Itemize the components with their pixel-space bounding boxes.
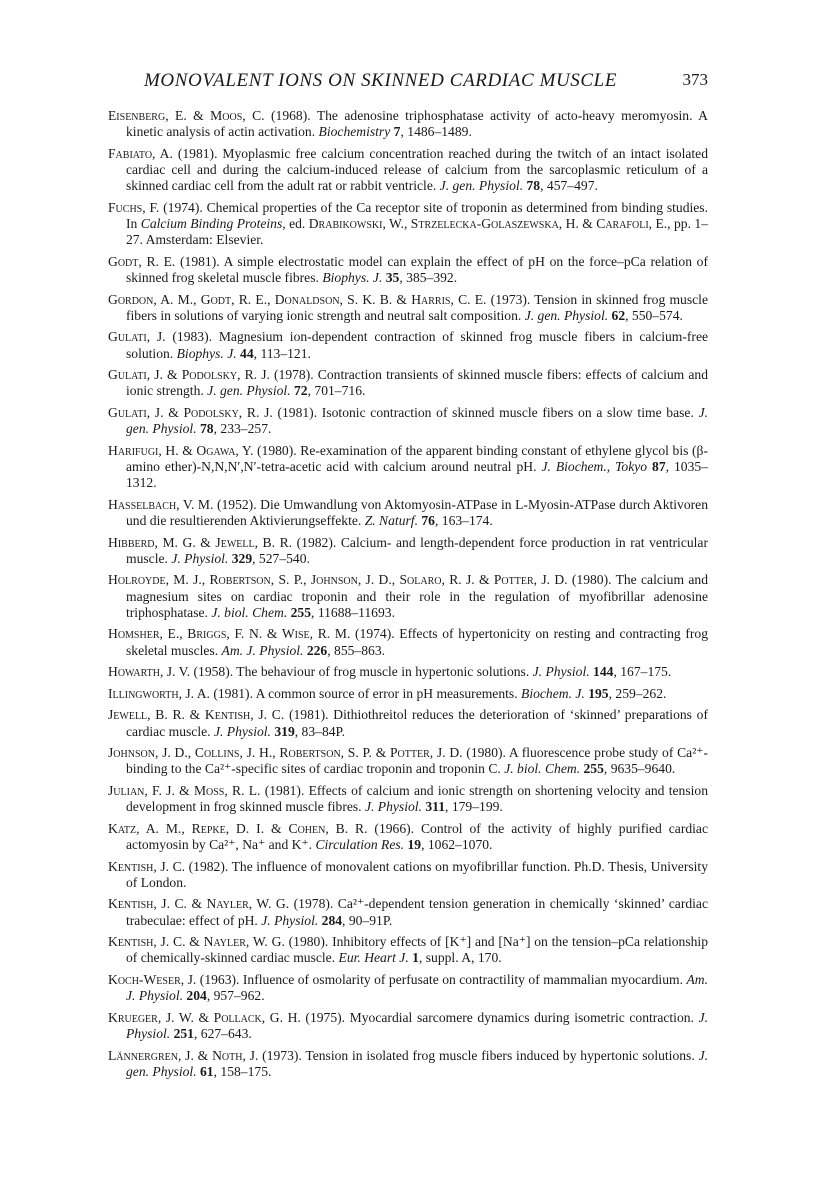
reference-authors: Drabikowski, W., Strzelecka-Golaszewska, H. & Carafoli, E. <box>308 216 668 231</box>
reference-entry <box>108 292 708 324</box>
reference-text: (1982). Calcium- and length-dependent force production in rat ventricular muscle. <box>126 534 708 566</box>
reference-authors: Lännergren, J. & Noth, J. <box>108 1047 259 1063</box>
reference-authors: Eisenberg, E. & Moos, C. <box>108 108 265 123</box>
reference-journal: Eur. Heart J. <box>338 950 409 966</box>
reference-text: (1981). Dithiothreitol reduces the deterioration of ‘skinned’ preparations of cardiac muscle. <box>126 707 708 739</box>
reference-authors: Kentish, J. C. <box>108 858 186 874</box>
reference-entry <box>108 972 708 1004</box>
reference-text: , 259–262. <box>608 685 667 701</box>
reference-text: , 855–863. <box>327 642 386 658</box>
reference-journal: J. Biochem., Tokyo <box>541 458 648 474</box>
reference-text: , 1062–1070. <box>421 836 493 852</box>
reference-authors: Godt, R. E. <box>108 253 176 269</box>
reference-text: , 627–643. <box>193 1025 252 1041</box>
reference-text: (1966). Control of the activity of highly purified cardiac actomyosin by Ca²⁺, Na⁺ and K⁺. <box>126 820 708 852</box>
reference-entry <box>108 200 708 249</box>
reference-text: , 1035–1312. <box>126 458 708 491</box>
reference-authors: Katz, A. M., Repke, D. I. & Cohen, B. R. <box>108 820 368 836</box>
reference-authors: Gulati, J. <box>108 329 166 345</box>
reference-entry <box>108 1048 708 1080</box>
running-header <box>108 70 708 96</box>
reference-text: (1982). The influence of monovalent cations on myofibrillar function. Ph.D. Thesis, University of London. <box>126 858 708 890</box>
reference-authors: Homsher, E., Briggs, F. N. & Wise, R. M. <box>108 626 351 642</box>
page-number: 373 <box>682 70 708 89</box>
reference-authors: Howarth, J. V. <box>108 664 191 680</box>
reference-entry <box>108 896 708 928</box>
reference-text: , 179–199. <box>445 799 503 815</box>
reference-entry <box>108 108 708 140</box>
reference-journal: J. biol. Chem. <box>504 761 581 777</box>
reference-journal: Biophys. J. <box>176 345 237 361</box>
reference-volume: 76 <box>417 512 435 528</box>
reference-text: (1980). The calcium and magnesium sites on cardiac troponin and their role in the regulation of myofibrillar adenosine triphosphatase. <box>126 572 708 620</box>
reference-authors: Fuchs, F. <box>108 199 160 215</box>
reference-text: , 233–257. <box>213 421 272 437</box>
reference-authors: Fabiato, A. <box>108 145 173 161</box>
reference-entry <box>108 535 708 567</box>
reference-authors: Johnson, J. D., Collins, J. H., Robertson, S. P. & Potter, J. D. <box>108 745 463 761</box>
reference-text: , 11688–11693. <box>311 604 395 620</box>
reference-text: , 9635–9640. <box>603 761 676 777</box>
reference-journal: J. Physiol. <box>213 723 271 739</box>
reference-volume: 251 <box>170 1025 194 1041</box>
reference-entry <box>108 821 708 853</box>
reference-journal: Z. Naturf. <box>364 512 418 528</box>
reference-journal: J. gen. Physiol. <box>439 178 524 194</box>
reference-volume: 329 <box>228 550 253 566</box>
reference-text: (1981). Isotonic contraction of skinned muscle fibers on a slow time base. <box>272 404 699 420</box>
reference-journal: Biophys. J. <box>322 270 383 285</box>
reference-text: (1978). Ca²⁺-dependent tension generation in chemically ‘skinned’ cardiac trabeculae: effect of pH. <box>126 896 709 928</box>
reference-journal: Am. J. Physiol. <box>126 971 708 1004</box>
reference-text: , 163–174. <box>434 512 493 528</box>
reference-authors: Hasselbach, V. M. <box>108 496 214 512</box>
reference-text: (1974). Effects of hypertonicity on resting and contracting frog skeletal muscles. <box>126 626 708 658</box>
reference-text: , 385–392. <box>399 270 458 285</box>
reference-journal: J. gen. Physiol. <box>126 1047 708 1079</box>
reference-volume: 284 <box>318 912 343 928</box>
reference-journal: J. Physiol. <box>171 550 229 566</box>
running-title: MONOVALENT IONS ON SKINNED CARDIAC MUSCLE <box>144 70 618 91</box>
reference-text: (1975). Myocardial sarcomere dynamics during isometric contraction. <box>300 1009 699 1025</box>
reference-authors: Gordon, A. M., Godt, R. E., Donaldson, S. K. B. & Harris, C. E. <box>108 291 487 307</box>
reference-entry <box>108 405 708 437</box>
reference-volume: 78 <box>196 421 214 437</box>
reference-volume: 19 <box>404 836 422 852</box>
reference-entry <box>108 707 708 739</box>
reference-text: , 457–497. <box>540 178 598 194</box>
reference-text: , ed. <box>282 216 309 231</box>
reference-text: , 527–540. <box>252 550 310 566</box>
reference-volume: 1 <box>408 950 419 966</box>
reference-authors: Kentish, J. C. & Nayler, W. G. <box>108 896 290 912</box>
reference-text: , 90–91P. <box>342 912 393 928</box>
reference-journal: Biochem. J. <box>521 685 585 701</box>
reference-volume: 255 <box>580 761 604 777</box>
reference-entry <box>108 934 708 966</box>
reference-entry <box>108 572 708 621</box>
reference-authors: Hibberd, M. G. & Jewell, B. R. <box>108 534 293 550</box>
reference-entry <box>108 664 708 680</box>
reference-text: (1968). The adenosine triphosphatase activity of acto-heavy meromyosin. A kinetic analysis of actin activation. <box>126 108 709 140</box>
reference-list <box>108 108 708 1085</box>
reference-volume: 61 <box>196 1063 214 1079</box>
reference-volume: 44 <box>236 345 254 361</box>
reference-entry <box>108 745 708 777</box>
reference-text: (1981). Effects of calcium and ionic strength on shortening velocity and tension development in frog skinned muscle fibres. <box>126 782 708 815</box>
reference-journal: Circulation Res. <box>315 836 405 852</box>
reference-text: (1981). Myoplasmic free calcium concentration reached during the twitch of an intact isolated cardiac cell and during the calcium-induced release of calcium from the sarcoplasmic reticulum of a skinned cardiac cell from the adult rat or rabbit ventricle. <box>126 145 708 194</box>
reference-text: (1978). Contraction transients of skinned muscle fibers: effects of calcium and ionic strength. <box>126 367 708 399</box>
reference-authors: Krueger, J. W. & Pollack, G. H. <box>108 1009 301 1025</box>
reference-journal: Am. J. Physiol. <box>221 642 304 658</box>
reference-journal: J. biol. Chem. <box>211 604 288 620</box>
reference-text: , pp. 1–27. Amsterdam: Elsevier. <box>126 216 708 248</box>
reference-volume: 78 <box>523 178 541 194</box>
reference-entry <box>108 626 708 658</box>
reference-journal: J. gen. Physiol. <box>126 404 708 437</box>
reference-text: , 1486–1489. <box>400 124 472 140</box>
reference-volume: 204 <box>183 988 207 1004</box>
reference-volume: 87 <box>647 458 666 474</box>
reference-entry <box>108 859 708 891</box>
reference-text: , 701–716. <box>307 383 366 399</box>
reference-authors: Jewell, B. R. & Kentish, J. C. <box>108 707 285 723</box>
reference-text: (1980). Inhibitory effects of [K⁺] and [Na⁺] on the tension–pCa relationship of chemically-skinned cardiac muscle. <box>126 934 708 966</box>
reference-text: (1973). Tension in skinned frog muscle fibers in solutions of varying ionic strength and neutral salt composition. <box>126 291 708 323</box>
reference-text: , 83–84P. <box>294 723 345 739</box>
reference-volume: 144 <box>589 664 614 680</box>
reference-entry <box>108 146 708 195</box>
reference-volume: 255 <box>287 604 312 620</box>
reference-text: (1981). A simple electrostatic model can explain the effect of pH on the force–pCa relation of skinned frog skeletal muscle fibres. <box>126 253 709 285</box>
reference-journal: J. gen. Physiol. <box>524 307 609 323</box>
reference-volume: 311 <box>421 799 446 815</box>
reference-text: (1981). A common source of error in pH measurements. <box>209 685 522 701</box>
reference-text: (1974). Chemical properties of the Ca receptor site of troponin as determined from binding studies. In <box>126 199 708 231</box>
reference-entry <box>108 497 708 529</box>
reference-entry <box>108 443 708 492</box>
reference-volume: 35 <box>382 270 400 285</box>
reference-text: , 158–175. <box>213 1063 272 1079</box>
reference-text: (1973). Tension in isolated frog muscle fibers induced by hypertonic solutions. <box>258 1047 699 1063</box>
reference-journal: J. Physiol. <box>532 664 590 680</box>
reference-text: , 113–121. <box>253 345 311 361</box>
reference-text: (1952). Die Umwandlung von Aktomyosin-ATPase in L-Myosin-ATPase durch Aktivoren und die resultierenden Aktivierungseffekte. <box>126 496 708 528</box>
reference-text: , 550–574. <box>625 307 683 323</box>
reference-authors: Gulati, J. & Podolsky, R. J. <box>108 404 273 420</box>
reference-entry <box>108 686 708 702</box>
reference-volume: 195 <box>584 685 609 701</box>
reference-authors: Gulati, J. & Podolsky, R. J. <box>108 367 270 383</box>
reference-journal: Biochemistry <box>318 124 391 140</box>
reference-volume: 7 <box>390 124 401 140</box>
reference-journal: Calcium Binding Proteins <box>140 216 283 231</box>
reference-volume: 62 <box>608 307 626 323</box>
reference-volume: 72 <box>290 383 308 399</box>
reference-text: (1963). Influence of osmolarity of perfusate on contractility of mammalian myocardium. <box>196 971 687 987</box>
reference-authors: Holroyde, M. J., Robertson, S. P., Johnson, J. D., Solaro, R. J. & Potter, J. D. <box>108 572 568 588</box>
reference-entry <box>108 1010 708 1042</box>
reference-text: , 167–175. <box>613 664 672 680</box>
reference-text: (1980). A fluorescence probe study of Ca²⁺-binding to the Ca²⁺-specific sites of cardiac troponin and troponin C. <box>126 745 708 777</box>
reference-authors: Illingworth, J. A. <box>108 685 210 701</box>
reference-journal: J. Physiol. <box>261 912 319 928</box>
reference-text: , 957–962. <box>206 988 265 1004</box>
reference-volume: 319 <box>270 723 295 739</box>
reference-text: (1983). Magnesium ion-dependent contraction of skinned frog muscle fibers in calcium-free solution. <box>126 329 709 361</box>
reference-volume: 226 <box>303 642 328 658</box>
reference-entry <box>108 783 708 815</box>
reference-entry <box>108 329 708 361</box>
reference-authors: Harifugi, H. & Ogawa, Y. <box>108 442 254 458</box>
reference-entry <box>108 367 708 399</box>
reference-authors: Julian, F. J. & Moss, R. L. <box>108 782 261 798</box>
reference-text: , suppl. A, 170. <box>418 950 502 966</box>
reference-entry <box>108 254 708 286</box>
reference-journal: J. Physiol. <box>126 1009 708 1041</box>
reference-authors: Kentish, J. C. & Nayler, W. G. <box>108 934 285 950</box>
reference-journal: J. Physiol. <box>364 799 422 815</box>
reference-journal: J. gen. Physiol. <box>207 383 291 399</box>
reference-text: (1980). Re-examination of the apparent binding constant of ethylene glycol bis (β-amino ether)-N,N,N′,N′-tetra-acetic acid with calcium around neutral pH. <box>126 442 708 474</box>
reference-text: (1958). The behaviour of frog muscle in hypertonic solutions. <box>190 664 533 680</box>
reference-authors: Koch-Weser, J. <box>108 971 197 987</box>
